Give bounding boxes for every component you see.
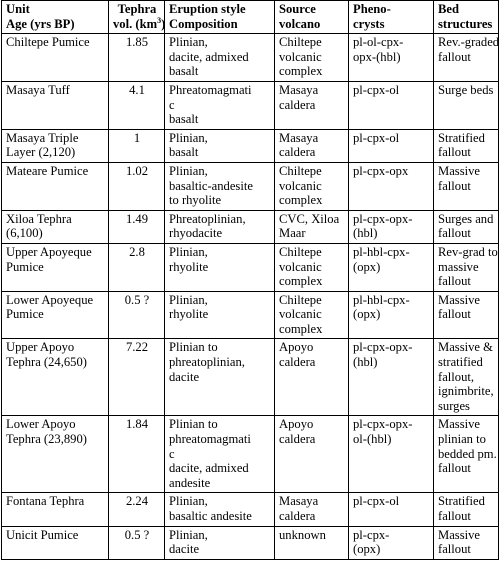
cell-unit-line: Unicit Pumice [6,527,79,542]
cell-volume: 1.84 [109,416,165,493]
cell-bed-line: surges [438,398,470,413]
header-source-line1: Source [279,2,316,16]
cell-eruption-line: basaltic andesite [169,509,252,523]
cell-phenocrysts [349,416,434,493]
cell-bed-line: Massive [438,527,480,542]
cell-source-line: complex [279,64,323,79]
cell-eruption [165,291,275,339]
cell-unit-line: Xiloa Tephra [6,211,72,226]
cell-phenocrysts-line: pl-cpx-opx [353,163,409,178]
cell-source-line: Masaya [279,82,319,97]
tephra-table [1,0,499,560]
header-volume-line2 [113,15,166,32]
cell-bed [434,291,499,339]
cell-phenocrysts-line: opx-(hbl) [353,49,401,64]
cell-source-line: Chiltepe [279,292,322,307]
cell-source-line: Maar [279,226,306,241]
cell-bed [434,210,499,243]
cell-phenocrysts-line: ol-(hbl) [353,432,392,447]
cell-unit [2,493,109,526]
cell-unit-line: Mateare Pumice [6,163,89,178]
cell-eruption-line: dacite [169,369,200,384]
cell-eruption-line: Plinian, [169,35,208,50]
cell-unit-line: Pumice [6,259,44,274]
cell-volume: 2.24 [109,493,165,526]
cell-bed-line: Rev-grad to [438,244,498,259]
cell-source-line: Chiltepe [279,163,322,178]
cell-source-line: CVC, Xiloa [279,211,340,226]
cell-bed-line: fallout [438,461,471,476]
header-eruption-line2: Composition [169,16,238,31]
cell-source-line: complex [279,274,323,289]
cell-source [275,34,349,82]
cell-bed-line: ignimbrite, [438,384,494,399]
cell-bed-line: fallout, [438,369,475,384]
cell-eruption-line: rhyolite [169,259,209,274]
cell-source [275,243,349,291]
cell-eruption [165,339,275,416]
table-row [2,339,499,416]
cell-eruption-line: basalt [169,145,199,160]
cell-phenocrysts [349,162,434,210]
header-unit-line2: Age (yrs BP) [6,16,75,31]
header-phenocrysts [349,1,434,34]
cell-unit-line: Lower Apoyeque [6,292,94,307]
cell-bed [434,493,499,526]
cell-source [275,210,349,243]
cell-eruption-line: Plinian, [169,494,208,509]
cell-eruption-line: phreatoplinian, [169,355,245,370]
cell-bed-line: bedded pm. [438,446,497,461]
table-row [2,526,499,559]
cell-bed [434,243,499,291]
header-volume-superscript: 3 [157,15,162,25]
cell-bed-line: fallout [438,542,471,557]
table-body [2,34,499,560]
cell-eruption [165,81,275,129]
cell-bed-line: Massive [438,163,480,178]
header-bed-line1: Bed [438,2,459,16]
cell-unit-line: Masaya Triple [6,130,79,145]
header-bed [434,1,499,34]
cell-bed [434,162,499,210]
table-row [2,129,499,162]
cell-phenocrysts [349,526,434,559]
cell-phenocrysts-line: (opx) [353,259,381,274]
cell-source-line: complex [279,321,323,336]
cell-eruption-line: Plinian, [169,244,208,259]
cell-eruption-line: basalt [169,112,199,127]
table-row [2,493,499,526]
cell-eruption-line: Plinian, [169,527,208,542]
cell-eruption-line: Plinian, [169,130,208,145]
cell-bed-line: plinian to [438,432,486,447]
cell-unit [2,243,109,291]
cell-phenocrysts-line: (hbl) [353,355,378,370]
cell-source-line: unknown [279,527,326,542]
cell-eruption [165,129,275,162]
cell-source [275,129,349,162]
cell-source [275,493,349,526]
cell-bed-line: Massive [438,417,480,432]
cell-bed-line: stratified [438,355,483,370]
cell-eruption-line: Plinian to [169,417,218,432]
header-row [2,1,499,34]
cell-eruption [165,243,275,291]
cell-phenocrysts-line: (opx) [353,542,381,557]
cell-source-line: Masaya [279,494,319,509]
cell-unit-line: (6,100) [6,226,43,241]
cell-source-line: complex [279,193,323,208]
cell-phenocrysts [349,129,434,162]
table-row [2,34,499,82]
cell-eruption-line: Phreatomagmati [169,82,252,97]
cell-unit-line: Layer (2,120) [6,145,76,160]
cell-eruption-line: dacite, admixed [169,49,249,64]
cell-eruption-line: phreatomagmati [169,432,251,447]
header-pheno-line2: crysts [353,16,385,31]
cell-eruption-line: dacite [169,542,200,557]
header-eruption-line1: Eruption style [169,2,246,16]
cell-bed-line: fallout [438,226,471,241]
cell-unit-line: Upper Apoyo [6,340,75,355]
cell-eruption-line: basaltic-andesite [169,178,253,193]
cell-eruption [165,416,275,493]
cell-source [275,291,349,339]
cell-eruption-line: Phreatoplinian, [169,211,246,226]
cell-source-line: caldera [279,145,316,160]
cell-unit [2,210,109,243]
cell-volume: 7.22 [109,339,165,416]
cell-bed-line: fallout [438,307,471,322]
cell-bed-line: fallout [438,509,471,523]
header-source [275,1,349,34]
cell-unit [2,129,109,162]
cell-phenocrysts [349,34,434,82]
header-unit-line1: Unit [6,2,30,16]
cell-eruption-line: Plinian, [169,163,208,178]
cell-bed-line: Massive [438,292,480,307]
cell-unit-line: Tephra (24,650) [6,355,87,370]
cell-bed [434,339,499,416]
cell-eruption [165,210,275,243]
cell-unit-line: Lower Apoyo [6,417,76,432]
cell-source [275,416,349,493]
cell-unit-line: Tephra (23,890) [6,432,87,447]
table-row [2,291,499,339]
cell-eruption-line: dacite, admixed [169,461,249,476]
cell-eruption-line: to rhyolite [169,193,222,208]
cell-eruption-line: rhyolite [169,307,209,322]
cell-source-line: Masaya [279,130,319,145]
cell-phenocrysts [349,81,434,129]
cell-phenocrysts [349,291,434,339]
cell-bed-line: Stratified [438,130,485,145]
cell-bed-line: Rev.-graded [438,35,500,50]
table-row [2,416,499,493]
cell-eruption [165,493,275,526]
cell-unit [2,339,109,416]
cell-phenocrysts-line: (opx) [353,307,381,322]
cell-source [275,162,349,210]
header-volume-line1: Tephra [117,2,157,16]
cell-phenocrysts-line: pl-ol-cpx- [353,35,404,50]
cell-phenocrysts-line: pl-cpx-ol [353,130,400,145]
cell-eruption-line: Plinian, [169,292,208,307]
header-pheno-line1: Pheno- [353,2,391,16]
cell-source-line: caldera [279,432,316,447]
cell-volume: 1.02 [109,162,165,210]
cell-eruption-line: c [169,97,175,112]
cell-bed-line: fallout [438,145,471,160]
header-source-line2: volcano [279,16,321,31]
cell-unit-line: Chiltepe Pumice [6,35,90,50]
cell-phenocrysts [349,339,434,416]
cell-source-line: volcanic [279,307,322,322]
cell-volume: 0.5 ? [109,291,165,339]
table-row [2,81,499,129]
cell-source-line: volcanic [279,49,322,64]
cell-unit-line: Masaya Tuff [6,82,70,97]
cell-unit [2,291,109,339]
cell-phenocrysts [349,243,434,291]
cell-unit [2,81,109,129]
cell-eruption [165,526,275,559]
cell-source-line: Apoyo [279,417,314,432]
cell-phenocrysts-line: (hbl) [353,226,378,241]
cell-volume: 1.49 [109,210,165,243]
cell-eruption-line: basalt [169,64,199,79]
cell-eruption-line: Plinian to [169,340,218,355]
cell-source-line: volcanic [279,178,322,193]
cell-phenocrysts-line: pl-cpx-opx- [353,417,413,432]
cell-source-line: caldera [279,509,316,523]
cell-phenocrysts-line: pl-cpx-opx- [353,211,413,226]
table-row [2,210,499,243]
header-volume-close: ) [161,16,166,31]
cell-bed-line: Surges and [438,211,494,226]
cell-bed-line: fallout [438,274,471,289]
cell-bed [434,81,499,129]
cell-eruption-line: andesite [169,475,211,490]
cell-bed [434,526,499,559]
header-bed-line2: structures [438,16,493,31]
cell-bed-line: fallout [438,178,471,193]
cell-unit [2,34,109,82]
table-row [2,243,499,291]
cell-eruption [165,162,275,210]
header-unit [2,1,109,34]
cell-phenocrysts [349,493,434,526]
cell-volume: 1 [109,129,165,162]
cell-source-line: volcanic [279,259,322,274]
cell-bed [434,416,499,493]
cell-phenocrysts-line: pl-cpx-ol [353,494,400,509]
cell-phenocrysts-line: pl-cpx- [353,527,390,542]
cell-volume: 4.1 [109,81,165,129]
cell-unit [2,526,109,559]
cell-bed-line: fallout [438,49,471,64]
cell-unit [2,162,109,210]
cell-source [275,81,349,129]
cell-eruption-line: rhyodacite [169,226,223,241]
cell-eruption-line: c [169,446,175,461]
cell-bed-line: Massive & [438,340,493,355]
cell-source-line: Chiltepe [279,244,322,259]
cell-source [275,339,349,416]
cell-phenocrysts-line: pl-hbl-cpx- [353,244,410,259]
cell-volume: 1.85 [109,34,165,82]
cell-unit-line: Upper Apoyeque [6,244,92,259]
cell-phenocrysts-line: pl-cpx-opx- [353,340,413,355]
cell-phenocrysts-line: pl-cpx-ol [353,82,400,97]
cell-unit-line: Pumice [6,307,44,322]
cell-volume: 0.5 ? [109,526,165,559]
cell-source-line: Apoyo [279,340,314,355]
cell-bed-line: massive [438,259,479,274]
cell-bed-line: Surge beds [438,82,494,97]
header-volume [109,1,165,34]
cell-bed-line: Stratified [438,494,485,509]
cell-phenocrysts-line: pl-hbl-cpx- [353,292,410,307]
table-row [2,162,499,210]
cell-source-line: caldera [279,355,316,370]
cell-eruption [165,34,275,82]
header-eruption [165,1,275,34]
cell-bed [434,129,499,162]
cell-bed [434,34,499,82]
header-volume-unit: vol. (km [113,16,158,31]
cell-source-line: Chiltepe [279,35,322,50]
cell-phenocrysts [349,210,434,243]
cell-volume: 2.8 [109,243,165,291]
cell-source [275,526,349,559]
cell-unit-line: Fontana Tephra [6,494,85,509]
cell-unit [2,416,109,493]
cell-source-line: caldera [279,97,316,112]
